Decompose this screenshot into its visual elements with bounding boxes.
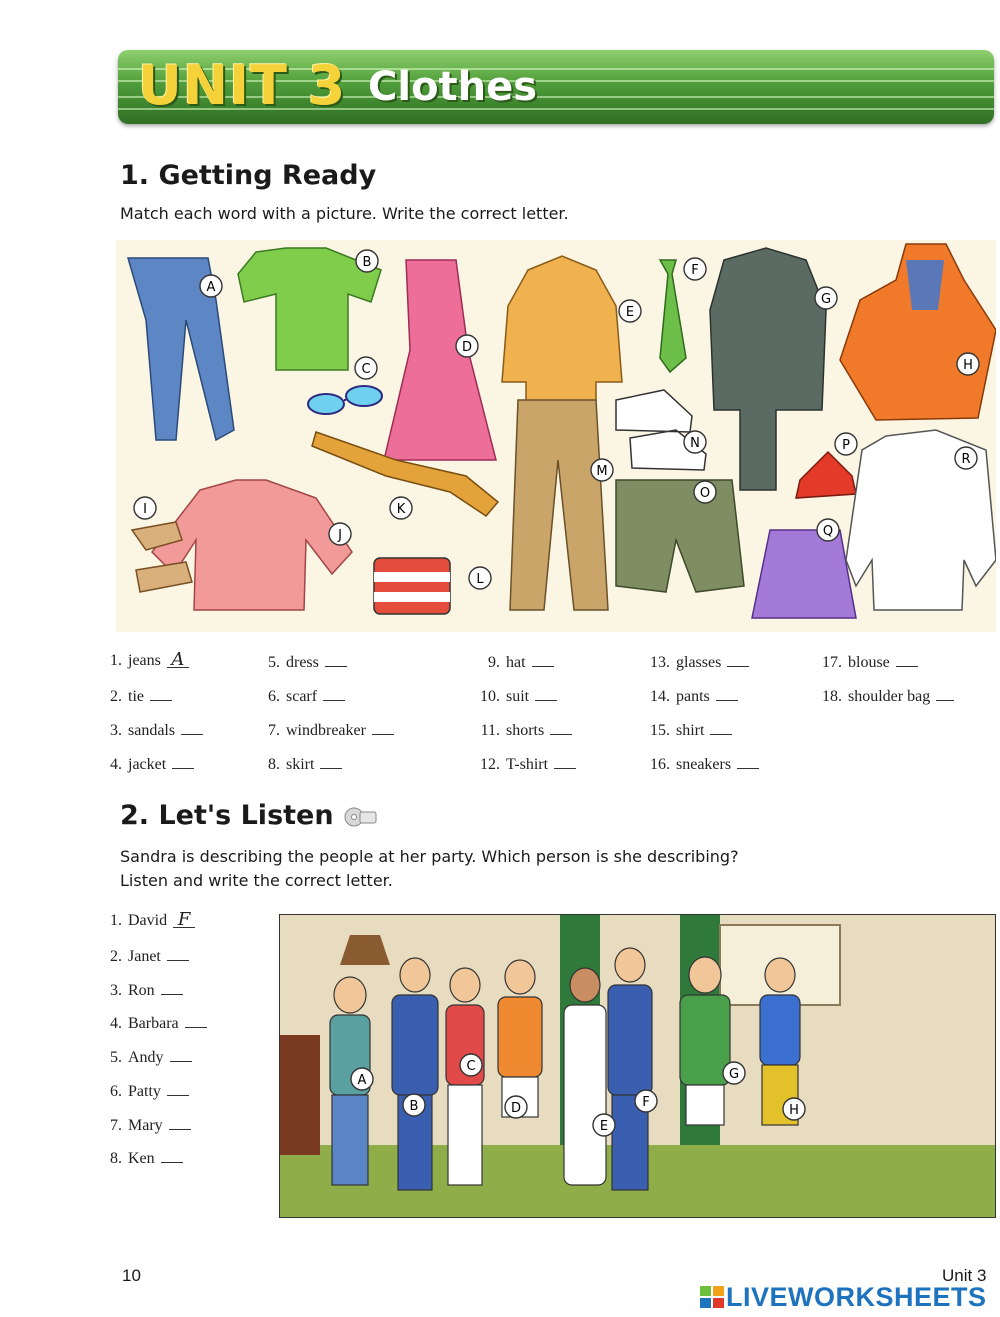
svg-text:G: G bbox=[820, 292, 832, 307]
marker-L bbox=[469, 567, 491, 589]
party-drawing bbox=[280, 915, 995, 1217]
answer-blank[interactable] bbox=[150, 686, 172, 701]
answer-blank[interactable] bbox=[936, 686, 954, 701]
svg-text:M: M bbox=[596, 464, 608, 479]
clothes-drawing bbox=[116, 240, 996, 632]
unit-title: Clothes bbox=[368, 64, 538, 110]
person-marker-F bbox=[635, 1090, 657, 1112]
svg-text:P: P bbox=[842, 438, 850, 453]
blouse-illustration bbox=[152, 480, 352, 610]
marker-D bbox=[456, 335, 478, 357]
person-marker-D bbox=[505, 1096, 527, 1118]
answer-blank[interactable] bbox=[554, 754, 576, 769]
svg-text:C: C bbox=[466, 1059, 476, 1074]
marker-B bbox=[356, 250, 378, 272]
marker-A bbox=[200, 275, 222, 297]
svg-text:B: B bbox=[362, 255, 372, 270]
audio-cd-icon[interactable] bbox=[343, 807, 377, 827]
svg-text:C: C bbox=[361, 362, 371, 377]
svg-text:Q: Q bbox=[822, 524, 834, 539]
word-item: 18. shoulder bag bbox=[820, 686, 954, 706]
marker-N bbox=[684, 431, 706, 453]
person-marker-A bbox=[351, 1068, 373, 1090]
svg-text:I: I bbox=[143, 502, 147, 517]
word-item: 15. shirt bbox=[648, 720, 732, 740]
svg-text:E: E bbox=[599, 1119, 609, 1134]
answer-blank[interactable] bbox=[167, 946, 189, 961]
answer-blank[interactable] bbox=[550, 720, 572, 735]
section2-title: 2. Let's Listen bbox=[120, 800, 377, 831]
dress-illustration bbox=[384, 260, 496, 460]
word-item: 10. suit bbox=[478, 686, 557, 706]
word-item: 6. scarf bbox=[258, 686, 345, 706]
listen-item: 8. Ken bbox=[100, 1148, 183, 1168]
person-marker-B bbox=[403, 1094, 425, 1116]
svg-text:F: F bbox=[691, 263, 699, 278]
sneakers-illustration bbox=[616, 390, 706, 470]
svg-text:D: D bbox=[461, 340, 473, 355]
person-marker-G bbox=[723, 1062, 745, 1084]
answer-blank[interactable]: A bbox=[167, 653, 189, 668]
answer-blank[interactable] bbox=[535, 686, 557, 701]
answer-blank[interactable] bbox=[181, 720, 203, 735]
svg-text:E: E bbox=[625, 305, 635, 320]
answer-blank[interactable] bbox=[727, 652, 749, 667]
answer-blank[interactable] bbox=[185, 1013, 207, 1028]
marker-F bbox=[684, 258, 706, 280]
word-item: 13. glasses bbox=[648, 652, 749, 672]
answer-blank[interactable] bbox=[170, 1047, 192, 1062]
svg-text:L: L bbox=[476, 572, 484, 587]
word-item: 4. jacket bbox=[100, 754, 194, 774]
svg-text:O: O bbox=[699, 486, 711, 501]
word-item: 11. shorts bbox=[478, 720, 572, 740]
clothes-illustration bbox=[116, 240, 996, 632]
section1-instruction: Match each word with a picture. Write the correct letter. bbox=[120, 204, 569, 223]
listen-item: 7. Mary bbox=[100, 1115, 191, 1135]
word-item: 3. sandals bbox=[100, 720, 203, 740]
liveworksheets-logo: LIVEWORKSHEETS bbox=[700, 1282, 987, 1313]
answer-blank[interactable] bbox=[172, 754, 194, 769]
listen-item: 5. Andy bbox=[100, 1047, 192, 1067]
tie-illustration bbox=[660, 260, 686, 372]
section2-instruction-line2: Listen and write the correct letter. bbox=[120, 871, 393, 890]
answer-blank[interactable] bbox=[372, 720, 394, 735]
person-marker-H bbox=[783, 1098, 805, 1120]
word-item: 7. windbreaker bbox=[258, 720, 394, 740]
svg-text:A: A bbox=[357, 1073, 367, 1088]
answer-blank[interactable] bbox=[325, 652, 347, 667]
jacket-illustration bbox=[502, 256, 622, 402]
listen-item: 1. David F bbox=[100, 912, 195, 930]
answer-blank[interactable] bbox=[896, 652, 918, 667]
liveworksheets-logo-icon bbox=[700, 1286, 726, 1308]
listen-item: 2. Janet bbox=[100, 946, 189, 966]
hat-illustration bbox=[796, 452, 856, 498]
word-item: 1. jeans A bbox=[100, 652, 189, 670]
listen-item: 4. Barbara bbox=[100, 1013, 207, 1033]
unit-number: UNIT 3 bbox=[138, 54, 347, 117]
answer-blank[interactable] bbox=[716, 686, 738, 701]
listen-item: 3. Ron bbox=[100, 980, 183, 1000]
marker-K bbox=[390, 497, 412, 519]
marker-R bbox=[955, 447, 977, 469]
shoulder-bag-illustration bbox=[374, 558, 450, 614]
svg-text:G: G bbox=[728, 1067, 740, 1082]
section2-instruction-line1: Sandra is describing the people at her party. Which person is she describing? bbox=[120, 847, 739, 866]
word-item: 12. T-shirt bbox=[478, 754, 576, 774]
word-item: 5. dress bbox=[258, 652, 347, 672]
word-item: 16. sneakers bbox=[648, 754, 759, 774]
marker-P bbox=[835, 433, 857, 455]
svg-text:N: N bbox=[690, 436, 700, 451]
footer-unit-label: Unit 3 bbox=[942, 1266, 987, 1285]
svg-text:H: H bbox=[963, 358, 973, 373]
answer-blank[interactable] bbox=[737, 754, 759, 769]
page-number: 10 bbox=[122, 1266, 141, 1285]
skirt-illustration bbox=[752, 530, 856, 618]
person-marker-E bbox=[593, 1114, 615, 1136]
marker-E bbox=[619, 300, 641, 322]
svg-text:H: H bbox=[789, 1103, 799, 1118]
word-item: 8. skirt bbox=[258, 754, 342, 774]
svg-text:K: K bbox=[396, 502, 406, 517]
person-marker-C bbox=[460, 1054, 482, 1076]
marker-O bbox=[694, 481, 716, 503]
word-item: 9. hat bbox=[478, 652, 554, 672]
answer-blank[interactable] bbox=[169, 1115, 191, 1130]
listen-item: 6. Patty bbox=[100, 1081, 189, 1101]
svg-text:A: A bbox=[206, 280, 216, 295]
answer-blank[interactable] bbox=[167, 1081, 189, 1096]
word-item: 2. tie bbox=[100, 686, 172, 706]
word-item: 17. blouse bbox=[820, 652, 918, 672]
marker-Q bbox=[817, 519, 839, 541]
answer-blank[interactable] bbox=[532, 652, 554, 667]
marker-M bbox=[591, 459, 613, 481]
section1-title: 1. Getting Ready bbox=[120, 160, 377, 191]
marker-G bbox=[815, 287, 837, 309]
svg-text:D: D bbox=[510, 1101, 522, 1116]
answer-blank[interactable] bbox=[323, 686, 345, 701]
answer-blank[interactable] bbox=[320, 754, 342, 769]
svg-text:B: B bbox=[409, 1099, 419, 1114]
svg-text:R: R bbox=[961, 452, 971, 467]
party-illustration bbox=[279, 914, 996, 1218]
marker-C bbox=[355, 357, 377, 379]
answer-blank[interactable] bbox=[161, 980, 183, 995]
answer-blank[interactable] bbox=[161, 1148, 183, 1163]
marker-H bbox=[957, 353, 979, 375]
svg-text:J: J bbox=[338, 528, 342, 543]
suit-illustration bbox=[710, 248, 826, 490]
pants-illustration bbox=[510, 400, 608, 610]
word-item: 14. pants bbox=[648, 686, 738, 706]
marker-J bbox=[329, 523, 351, 545]
marker-I bbox=[134, 497, 156, 519]
answer-blank[interactable]: F bbox=[173, 913, 195, 928]
answer-blank[interactable] bbox=[710, 720, 732, 735]
svg-text:F: F bbox=[642, 1095, 650, 1110]
glasses-illustration bbox=[308, 386, 382, 414]
shorts-illustration bbox=[616, 480, 744, 592]
